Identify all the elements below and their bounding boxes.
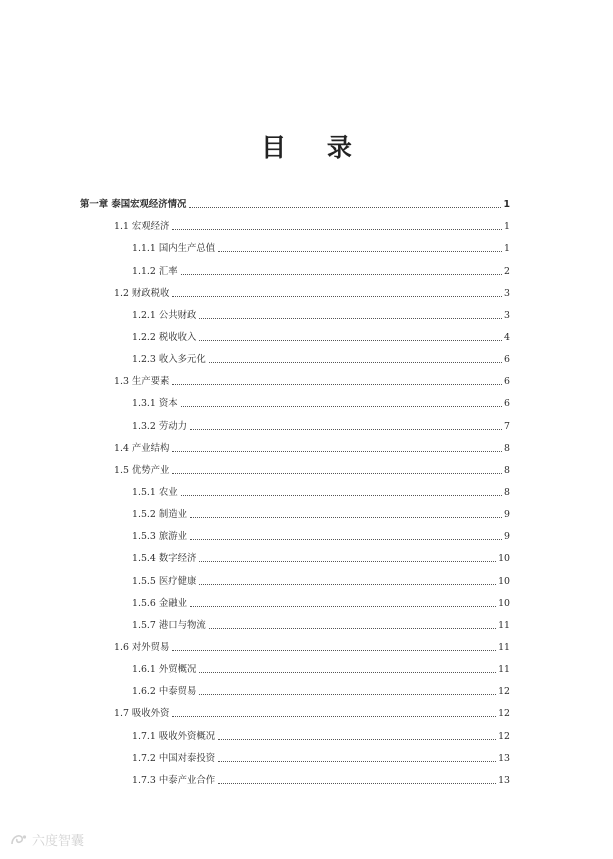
toc-entry-label: 1.2.1 公共财政 (132, 309, 197, 321)
toc-entry[interactable] (80, 521, 510, 543)
toc-entry-label: 1.6 对外贸易 (114, 641, 170, 653)
toc-entry-page-number: 10 (498, 597, 510, 609)
toc-leader-dots (218, 782, 496, 784)
toc-leader-dots (172, 228, 502, 230)
toc-leader-dots (218, 760, 496, 762)
toc-entry[interactable] (80, 654, 510, 676)
toc-entry-label: 1.5.6 金融业 (132, 597, 187, 609)
toc-entry-page-number: 1 (504, 221, 510, 233)
table-of-contents (80, 189, 510, 787)
toc-leader-dots (190, 516, 502, 518)
toc-entry-page-number: 13 (498, 752, 510, 764)
toc-entry[interactable] (80, 698, 510, 720)
toc-entry-page-number: 8 (504, 486, 510, 498)
toc-entry-page-number: 6 (504, 398, 510, 410)
toc-entry[interactable] (80, 632, 510, 654)
toc-entry[interactable] (80, 344, 510, 366)
toc-entry[interactable] (80, 720, 510, 742)
toc-leader-dots (172, 295, 502, 297)
toc-entry-label: 1.7.1 吸收外资概况 (132, 730, 216, 742)
toc-leader-dots (199, 560, 496, 562)
toc-leader-dots (199, 671, 496, 673)
toc-entry-label: 第一章 泰国宏观经济情况 (80, 199, 187, 211)
toc-leader-dots (172, 472, 502, 474)
toc-entry[interactable] (80, 388, 510, 410)
page-title: 目 录 (261, 133, 368, 162)
toc-leader-dots (218, 250, 502, 252)
toc-entry-page-number: 6 (504, 376, 510, 388)
toc-entry-label: 1.2.3 收入多元化 (132, 354, 206, 366)
toc-entry-page-number: 11 (498, 619, 510, 631)
toc-entry[interactable] (80, 543, 510, 565)
toc-entry[interactable] (80, 366, 510, 388)
toc-leader-dots (181, 273, 502, 275)
toc-entry-label: 1.5.1 农业 (132, 486, 178, 498)
toc-entry[interactable] (80, 233, 510, 255)
toc-leader-dots (199, 583, 496, 585)
toc-entry[interactable] (80, 433, 510, 455)
toc-entry-label: 1.5 优势产业 (114, 464, 170, 476)
toc-leader-dots (218, 738, 496, 740)
toc-entry-label: 1.7 吸收外资 (114, 708, 170, 720)
toc-entry-label: 1.5.2 制造业 (132, 509, 187, 521)
toc-entry-page-number: 6 (504, 354, 510, 366)
toc-entry-label: 1.5.4 数字经济 (132, 553, 197, 565)
toc-entry-page-number: 4 (504, 331, 510, 343)
toc-entry[interactable] (80, 211, 510, 233)
toc-entry-label: 1.5.5 医疗健康 (132, 575, 197, 587)
toc-leader-dots (199, 693, 496, 695)
toc-entry-page-number: 12 (498, 686, 510, 698)
toc-entry-page-number: 10 (498, 575, 510, 587)
toc-entry[interactable] (80, 588, 510, 610)
toc-leader-dots (209, 361, 502, 363)
toc-entry[interactable] (80, 189, 510, 211)
toc-entry[interactable] (80, 477, 510, 499)
toc-entry[interactable] (80, 410, 510, 432)
toc-entry-label: 1.5.3 旅游业 (132, 531, 187, 543)
toc-leader-dots (199, 339, 502, 341)
toc-entry-page-number: 11 (498, 641, 510, 653)
toc-entry-label: 1.7.2 中国对泰投资 (132, 752, 216, 764)
toc-entry[interactable] (80, 743, 510, 765)
toc-entry-label: 1.3.2 劳动力 (132, 420, 187, 432)
toc-entry-page-number: 1 (504, 243, 510, 255)
toc-entry-page-number: 13 (498, 774, 510, 786)
toc-entry-page-number: 9 (504, 531, 510, 543)
logo-icon (10, 833, 28, 847)
toc-entry[interactable] (80, 499, 510, 521)
toc-leader-dots (189, 206, 501, 208)
toc-entry-page-number: 9 (504, 509, 510, 521)
toc-entry[interactable] (80, 455, 510, 477)
toc-entry-page-number: 12 (498, 708, 510, 720)
toc-entry-page-number: 11 (498, 664, 510, 676)
toc-leader-dots (172, 649, 496, 651)
watermark-text: 六度智囊 (32, 834, 85, 849)
toc-leader-dots (209, 627, 496, 629)
toc-leader-dots (172, 450, 502, 452)
toc-entry-label: 1.3 生产要素 (114, 376, 170, 388)
toc-entry[interactable] (80, 255, 510, 277)
toc-entry[interactable] (80, 565, 510, 587)
toc-entry-page-number: 8 (504, 442, 510, 454)
toc-entry[interactable] (80, 278, 510, 300)
toc-leader-dots (172, 383, 502, 385)
toc-entry-label: 1.1 宏观经济 (114, 221, 170, 233)
toc-entry[interactable] (80, 300, 510, 322)
toc-entry-label: 1.1.1 国内生产总值 (132, 243, 216, 255)
toc-entry-page-number: 7 (504, 420, 510, 432)
toc-entry-page-number: 3 (504, 309, 510, 321)
toc-entry-page-number: 8 (504, 464, 510, 476)
toc-leader-dots (181, 405, 502, 407)
toc-entry[interactable] (80, 676, 510, 698)
toc-entry-page-number: 10 (498, 553, 510, 565)
toc-leader-dots (190, 428, 502, 430)
toc-entry-page-number: 3 (504, 287, 510, 299)
toc-entry-label: 1.1.2 汇率 (132, 265, 178, 277)
toc-leader-dots (190, 538, 502, 540)
toc-entry-page-number: 12 (498, 730, 510, 742)
toc-entry[interactable] (80, 765, 510, 787)
toc-entry-label: 1.2.2 税收收入 (132, 331, 197, 343)
toc-entry-label: 1.7.3 中泰产业合作 (132, 774, 216, 786)
toc-leader-dots (190, 605, 496, 607)
toc-leader-dots (181, 494, 502, 496)
toc-entry-label: 1.6.1 外贸概况 (132, 664, 197, 676)
watermark (10, 830, 84, 849)
toc-leader-dots (172, 715, 496, 717)
toc-leader-dots (199, 317, 502, 319)
toc-entry-label: 1.6.2 中泰贸易 (132, 686, 197, 698)
toc-entry-page-number: 1 (503, 199, 510, 211)
toc-entry-label: 1.2 财政税收 (114, 287, 170, 299)
toc-entry-page-number: 2 (504, 265, 510, 277)
toc-entry[interactable] (80, 322, 510, 344)
toc-entry-label: 1.5.7 港口与物流 (132, 619, 206, 631)
toc-entry-label: 1.3.1 资本 (132, 398, 178, 410)
toc-entry[interactable] (80, 610, 510, 632)
toc-entry-label: 1.4 产业结构 (114, 442, 170, 454)
